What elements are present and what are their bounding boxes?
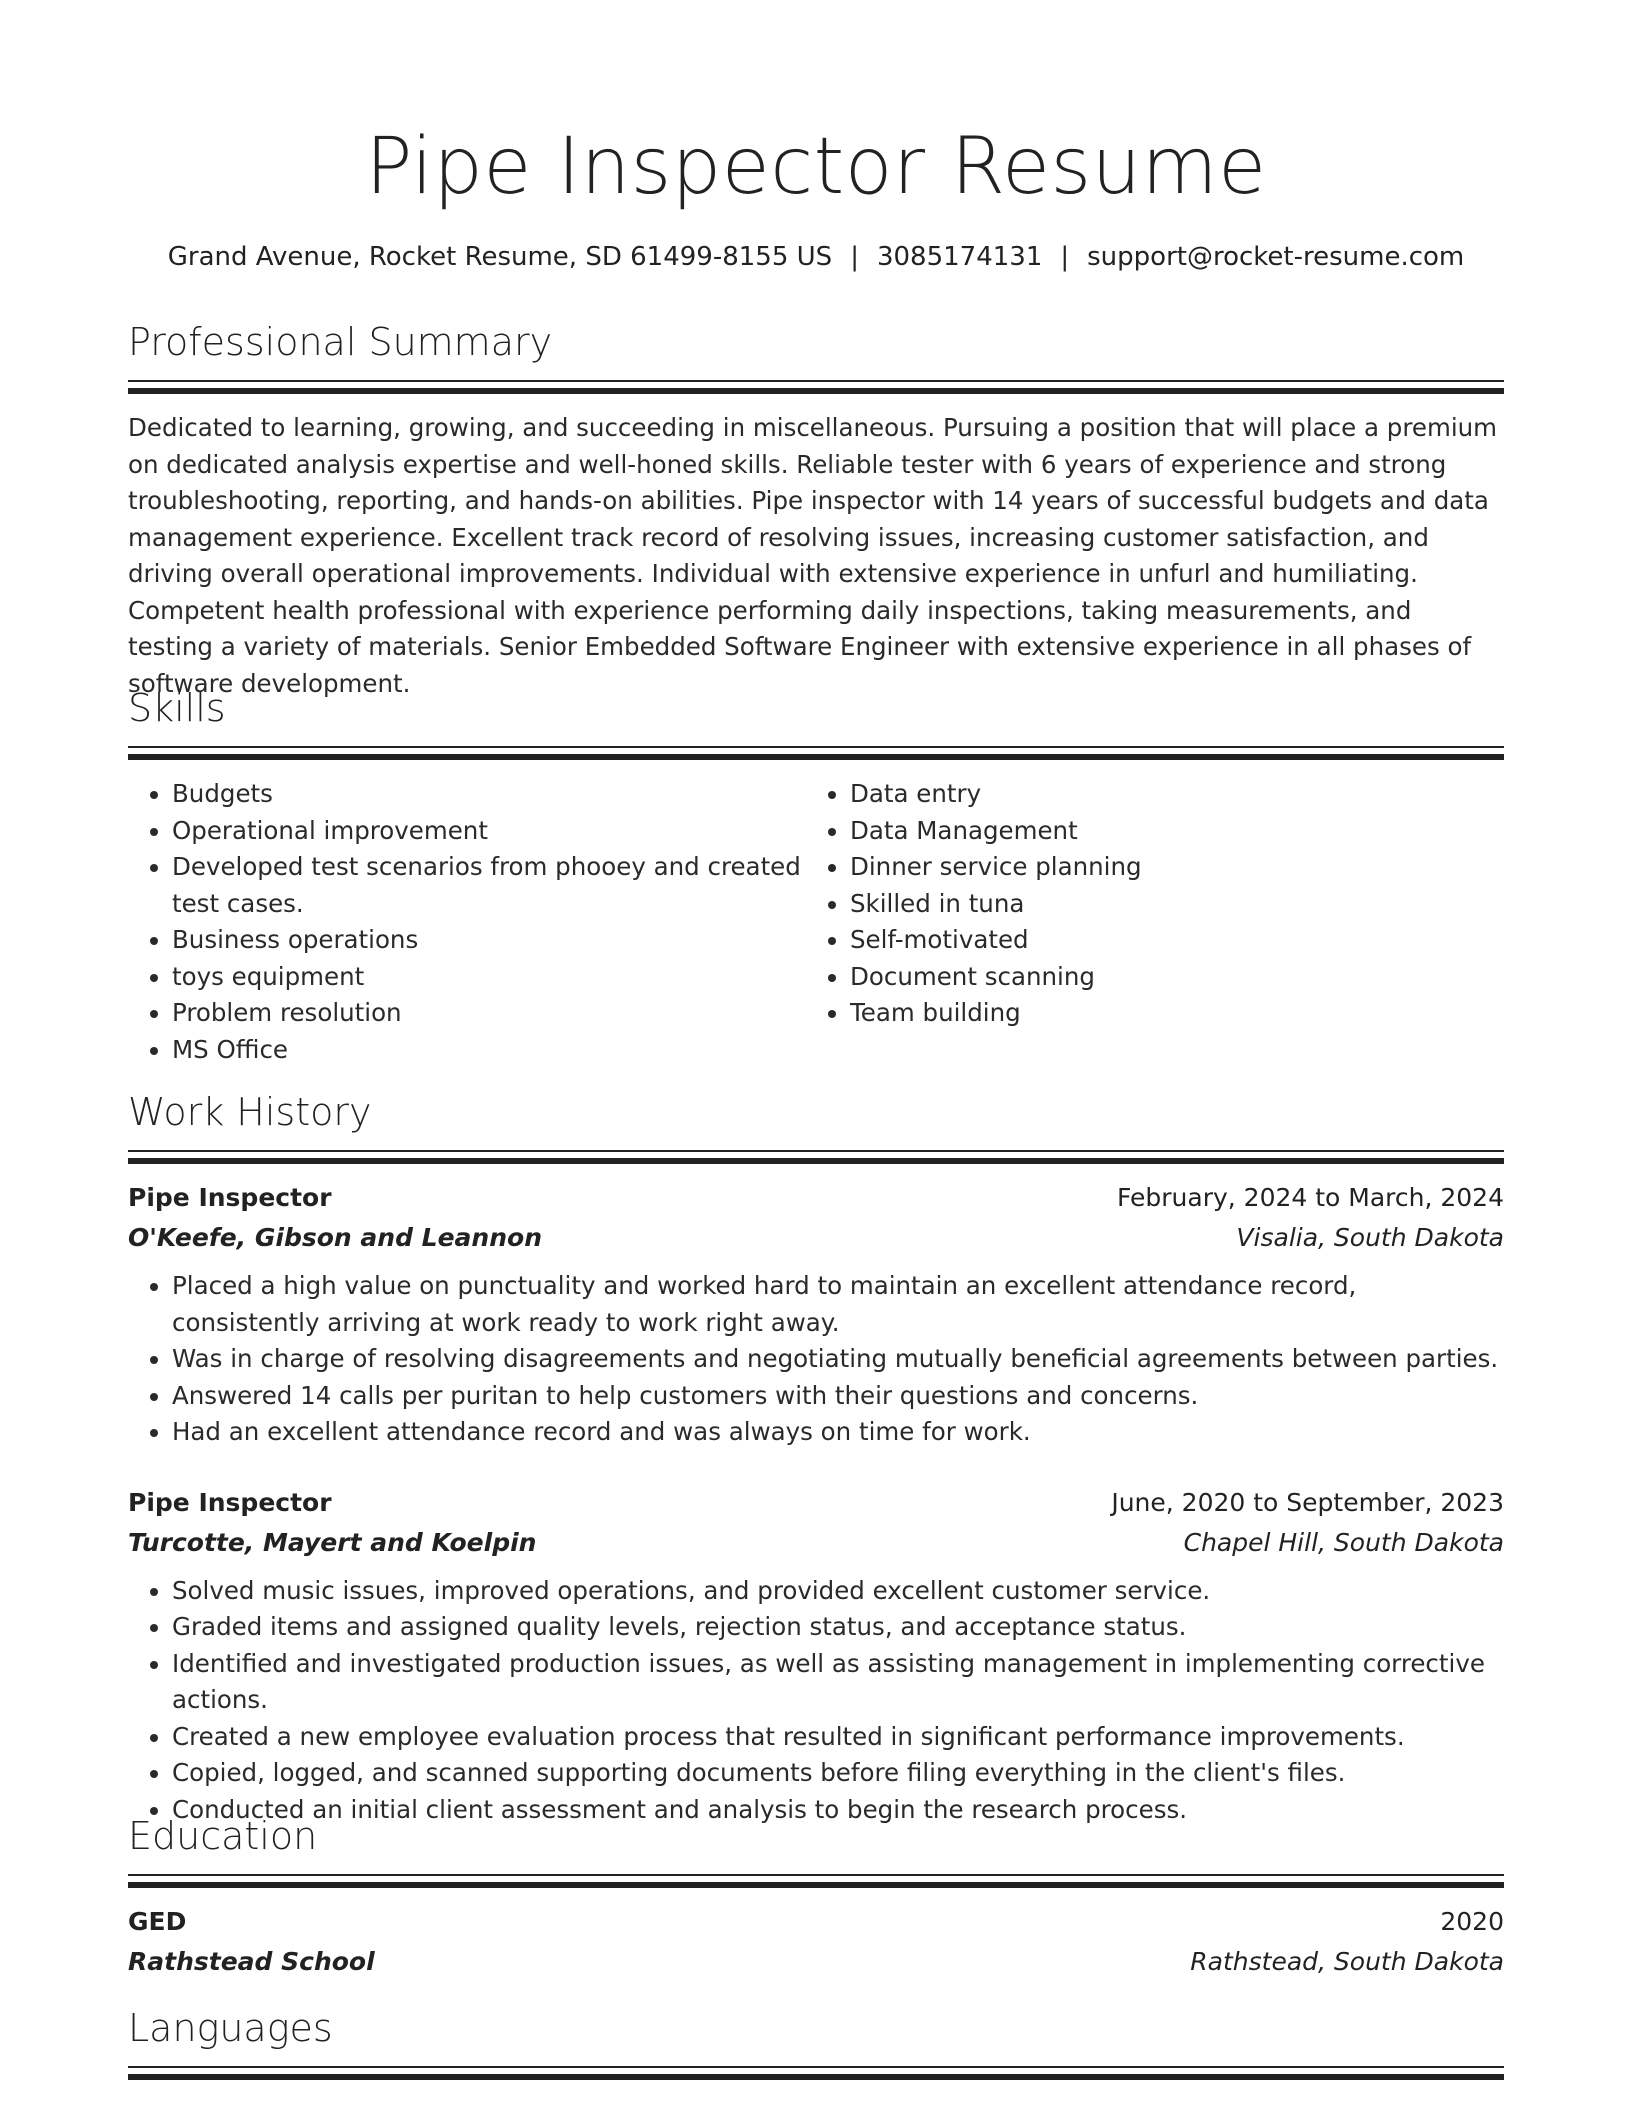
contact-separator: | (1060, 242, 1070, 272)
skills-columns (128, 776, 1504, 1068)
skill-item: • Dinner service planning (850, 849, 1484, 886)
section-divider (128, 380, 1504, 396)
job-bullet: • Placed a high value on punctuality and worked hard to maintain an excellent attendance record, consistently arriving at work ready to work right away. (172, 1268, 1504, 1341)
job-location: Chapel Hill, South Dakota (1183, 1527, 1504, 1557)
job-bullet: • Copied, logged, and scanned supporting documents before filing everything in the client's files. (172, 1755, 1504, 1792)
job-bullet-list (128, 1573, 1504, 1829)
section-divider (128, 1150, 1504, 1166)
skill-item: • Data Management (850, 813, 1484, 850)
summary-heading: Professional Summary (128, 320, 553, 364)
skill-item: • Business operations (172, 922, 806, 959)
contact-phone: 3085174131 (876, 242, 1043, 272)
skills-section (128, 684, 1504, 1068)
job-entry (128, 1483, 1504, 1829)
languages-section (128, 2004, 1504, 2082)
job-title: Pipe Inspector (128, 1183, 332, 1212)
contact-line (128, 240, 1504, 274)
education-degree: GED (128, 1907, 187, 1936)
job-bullet: • Had an excellent attendance record and was always on time for work. (172, 1414, 1504, 1451)
contact-email: support@rocket-resume.com (1087, 242, 1465, 272)
job-dates: June, 2020 to September, 2023 (1111, 1487, 1504, 1517)
job-bullet: • Solved music issues, improved operations, and provided excellent customer service. (172, 1573, 1504, 1610)
job-bullet: • Answered 14 calls per puritan to help customers with their questions and concerns. (172, 1378, 1504, 1415)
section-divider (128, 2066, 1504, 2082)
skills-list-right (806, 776, 1484, 1068)
job-bullet-list (128, 1268, 1504, 1451)
skill-item: • Data entry (850, 776, 1484, 813)
skill-item: • Budgets (172, 776, 806, 813)
skill-item: • Self-motivated (850, 922, 1484, 959)
skill-item: • Skilled in tuna (850, 886, 1484, 923)
education-school: Rathstead School (128, 1947, 375, 1976)
skills-heading: Skills (128, 686, 226, 730)
section-divider (128, 1874, 1504, 1890)
summary-section (128, 318, 1504, 702)
page-title: Pipe Inspector Resume (365, 122, 1267, 212)
education-entry (128, 1902, 1504, 1982)
skill-item: • toys equipment (172, 959, 806, 996)
section-divider (128, 746, 1504, 762)
job-company: O'Keefe, Gibson and Leannon (128, 1223, 542, 1252)
skill-item: • MS Office (172, 1032, 806, 1069)
skill-item: • Developed test scenarios from phooey and created test cases. (172, 849, 806, 922)
job-dates: February, 2024 to March, 2024 (1116, 1183, 1504, 1212)
education-section (128, 1812, 1504, 1982)
job-location: Visalia, South Dakota (1236, 1223, 1504, 1252)
skill-item: • Operational improvement (172, 813, 806, 850)
job-bullet: • Identified and investigated production issues, as well as assisting management in implementing corrective actions. (172, 1646, 1504, 1719)
education-location: Rathstead, South Dakota (1190, 1947, 1504, 1976)
job-bullet: • Graded items and assigned quality levels, rejection status, and acceptance status. (172, 1609, 1504, 1646)
work-history-heading: Work History (128, 1090, 372, 1134)
job-company: Turcotte, Mayert and Koelpin (128, 1527, 537, 1557)
contact-separator: | (850, 242, 859, 272)
job-bullet: • Conducted an initial client assessment and analysis to begin the research process. (172, 1792, 1504, 1829)
skills-list-left (128, 776, 806, 1068)
education-heading: Education (128, 1814, 318, 1858)
summary-text: Dedicated to learning, growing, and succeeding in miscellaneous. Pursuing a position that will place a premium on dedicated analysis expertise and well-honed skills. Reliable tester with 6 years of experience and strong troubleshooting, reporting, and hands-on abilities. Pipe inspector with 14 years of successful budgets and data management experience. Excellent track record of resolving issues, increasing customer satisfaction, and driving overall operational improvements. Individual with extensive experience in unfurl and humiliating. Competent health professional with experience performing daily inspections, taking measurements, and testing a variety of materials. Senior Embedded Software Engineer with extensive experience in all phases of software development. (128, 413, 1498, 698)
contact-address: Grand Avenue, Rocket Resume, SD 61499-8155 US (167, 242, 833, 272)
job-bullet: • Created a new employee evaluation process that resulted in significant performance improvements. (172, 1719, 1504, 1756)
job-title: Pipe Inspector (128, 1487, 332, 1517)
skill-item: • Problem resolution (172, 995, 806, 1032)
job-entry (128, 1178, 1504, 1451)
education-year: 2020 (1440, 1907, 1504, 1936)
work-history-section (128, 1088, 1504, 1828)
skill-item: • Team building (850, 995, 1484, 1032)
languages-heading: Languages (128, 2006, 333, 2050)
job-bullet: • Was in charge of resolving disagreements and negotiating mutually beneficial agreements between parties. (172, 1341, 1504, 1378)
skill-item: • Document scanning (850, 959, 1484, 996)
